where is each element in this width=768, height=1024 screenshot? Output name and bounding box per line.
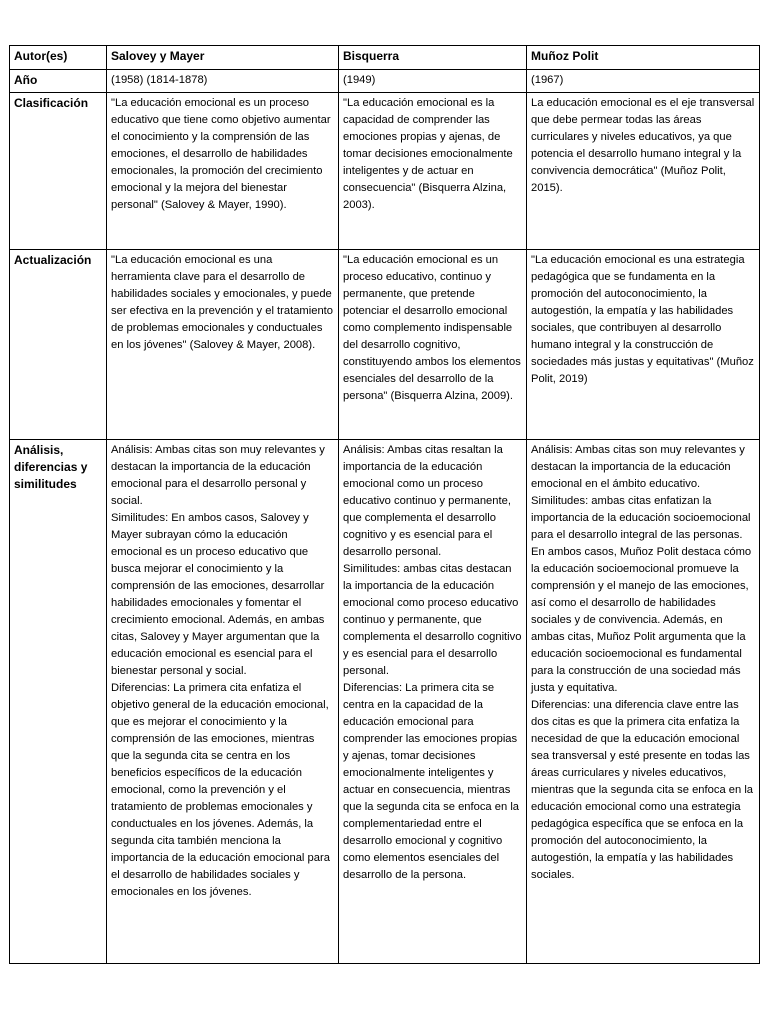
header-bisquerra: Bisquerra [339,46,527,70]
comparison-table [9,45,760,964]
table-cell: "La educación emocional es un proceso educativo, continuo y permanente, que pretende potenciar el desarrollo emocional como complemento indispensable del desarrollo cognitivo, constituyendo ambos los elementos esenciales del desarrollo de la persona" (Bisquerra Alzina, 2009). [339,250,527,440]
header-salovey-mayer: Salovey y Mayer [107,46,339,70]
table-cell: La educación emocional es el eje transversal que debe permear todas las áreas curriculares y niveles educativos, ya que potencia el desarrollo humano integral y la convivencia democrática" (Muñoz Polit, 2015). [527,93,760,250]
similarities-paragraph: Similitudes: ambas citas destacan la importancia de la educación emocional como proceso educativo continuo y permanente, que complementa el desarrollo cognitivo y es esencial para el desarrollo personal. [343,563,522,677]
differences-paragraph: Diferencias: La primera cita se centra en la capacidad de la educación emocional para comprender las emociones propias y ajenas, tomar decisiones emocionalmente inteligentes y actuar en consecuencia, mientras que la segunda cita se enfoca en la complementariedad entre el desarrollo emocional y cognitivo como elementos esenciales del desarrollo de la persona. [343,682,520,881]
table-cell [339,440,527,964]
table-cell [107,440,339,964]
table-cell: (1967) [527,70,760,93]
table-cell: "La educación emocional es una estrategia pedagógica que se fundamenta en la promoción del autoconocimiento, la autogestión, la empatía y las habilidades sociales, que contribuyen al desarrollo humano integral y la construcción de sociedades más justas y equitativas" (Muñoz Polit, 2019) [527,250,760,440]
table-cell: "La educación emocional es la capacidad de comprender las emociones propias y ajenas, de tomar decisiones emocionalmente inteligentes y de actuar en consecuencia" (Bisquerra Alzina, 2003). [339,93,527,250]
row-label-actualizacion: Actualización [10,250,107,440]
analysis-paragraph: Análisis: Ambas citas son muy relevantes y destacan la importancia de la educación emocional para el desarrollo personal y social. [111,444,325,507]
table-row [10,440,760,964]
row-label-ano: Año [10,70,107,93]
table-cell: (1958) (1814-1878) [107,70,339,93]
row-label-analisis: Análisis, diferencias y similitudes [10,440,107,964]
analysis-paragraph: Análisis: Ambas citas resaltan la importancia de la educación emocional como un proceso educativo continuo y permanente, que complementa el desarrollo cognitivo y es esencial para el desarrollo personal. [343,444,511,558]
similarities-paragraph: Similitudes: En ambos casos, Salovey y Mayer subrayan cómo la educación emocional es un proceso educativo que busca mejorar el conocimiento y la comprensión de las emociones, desarrollar habilidades emocionales y fomentar el crecimiento emocional. Además, en ambas citas, Salovey y Mayer argumentan que la educación emocional es esencial para el bienestar personal y social. [111,512,325,677]
header-munoz-polit: Muñoz Polit [527,46,760,70]
table-row [10,70,760,93]
similarities-paragraph: Similitudes: ambas citas enfatizan la importancia de la educación socioemocional para el desarrollo integral de las personas. En ambos casos, Muñoz Polit destaca cómo la educación socioemocional promueve la comprensión y el manejo de las emociones, así como el desarrollo de habilidades sociales y de convivencia. Además, en ambas citas, Muñoz Polit argumenta que la educación socioemocional es fundamental para la construcción de una sociedad más justa y equitativa. [531,495,752,694]
analysis-paragraph: Análisis: Ambas citas son muy relevantes y destacan la importancia de la educación emocional en el ámbito educativo. [531,444,745,490]
table-cell: "La educación emocional es un proceso educativo que tiene como objetivo aumentar el conocimiento y la comprensión de las emociones, el desarrollo de habilidades emocionales, la promoción del crecimiento emocional y la mejora del bienestar personal" (Salovey & Mayer, 1990). [107,93,339,250]
header-row [10,46,760,70]
header-autores: Autor(es) [10,46,107,70]
differences-paragraph: Diferencias: La primera cita enfatiza el objetivo general de la educación emocional, que es mejorar el conocimiento y la comprensión de las emociones, mientras que la segunda cita se centra en los beneficios específicos de la educación emocional, como la prevención y el tratamiento de problemas emocionales y conductuales en los jóvenes. Además, la segunda cita también menciona la importancia de la educación emocional para el desarrollo de habilidades sociales y emocionales en los jóvenes. [111,682,330,898]
table-row [10,250,760,440]
table-row [10,93,760,250]
table-cell [527,440,760,964]
differences-paragraph: Diferencias: una diferencia clave entre las dos citas es que la primera cita enfatiza la necesidad de que la educación emocional sea transversal y esté presente en todas las áreas curriculares y niveles educativos, mientras que la segunda cita se enfoca en la educación emocional como una estrategia pedagógica específica que se enfoca en la promoción del autoconocimiento, la autogestión, la empatía y las habilidades sociales. [531,699,754,881]
table-cell: "La educación emocional es una herramienta clave para el desarrollo de habilidades sociales y emocionales, y puede ser efectiva en la prevención y el tratamiento de problemas emocionales y conductuales en los jóvenes" (Salovey & Mayer, 2008). [107,250,339,440]
table-cell: (1949) [339,70,527,93]
row-label-clasificacion: Clasificación [10,93,107,250]
